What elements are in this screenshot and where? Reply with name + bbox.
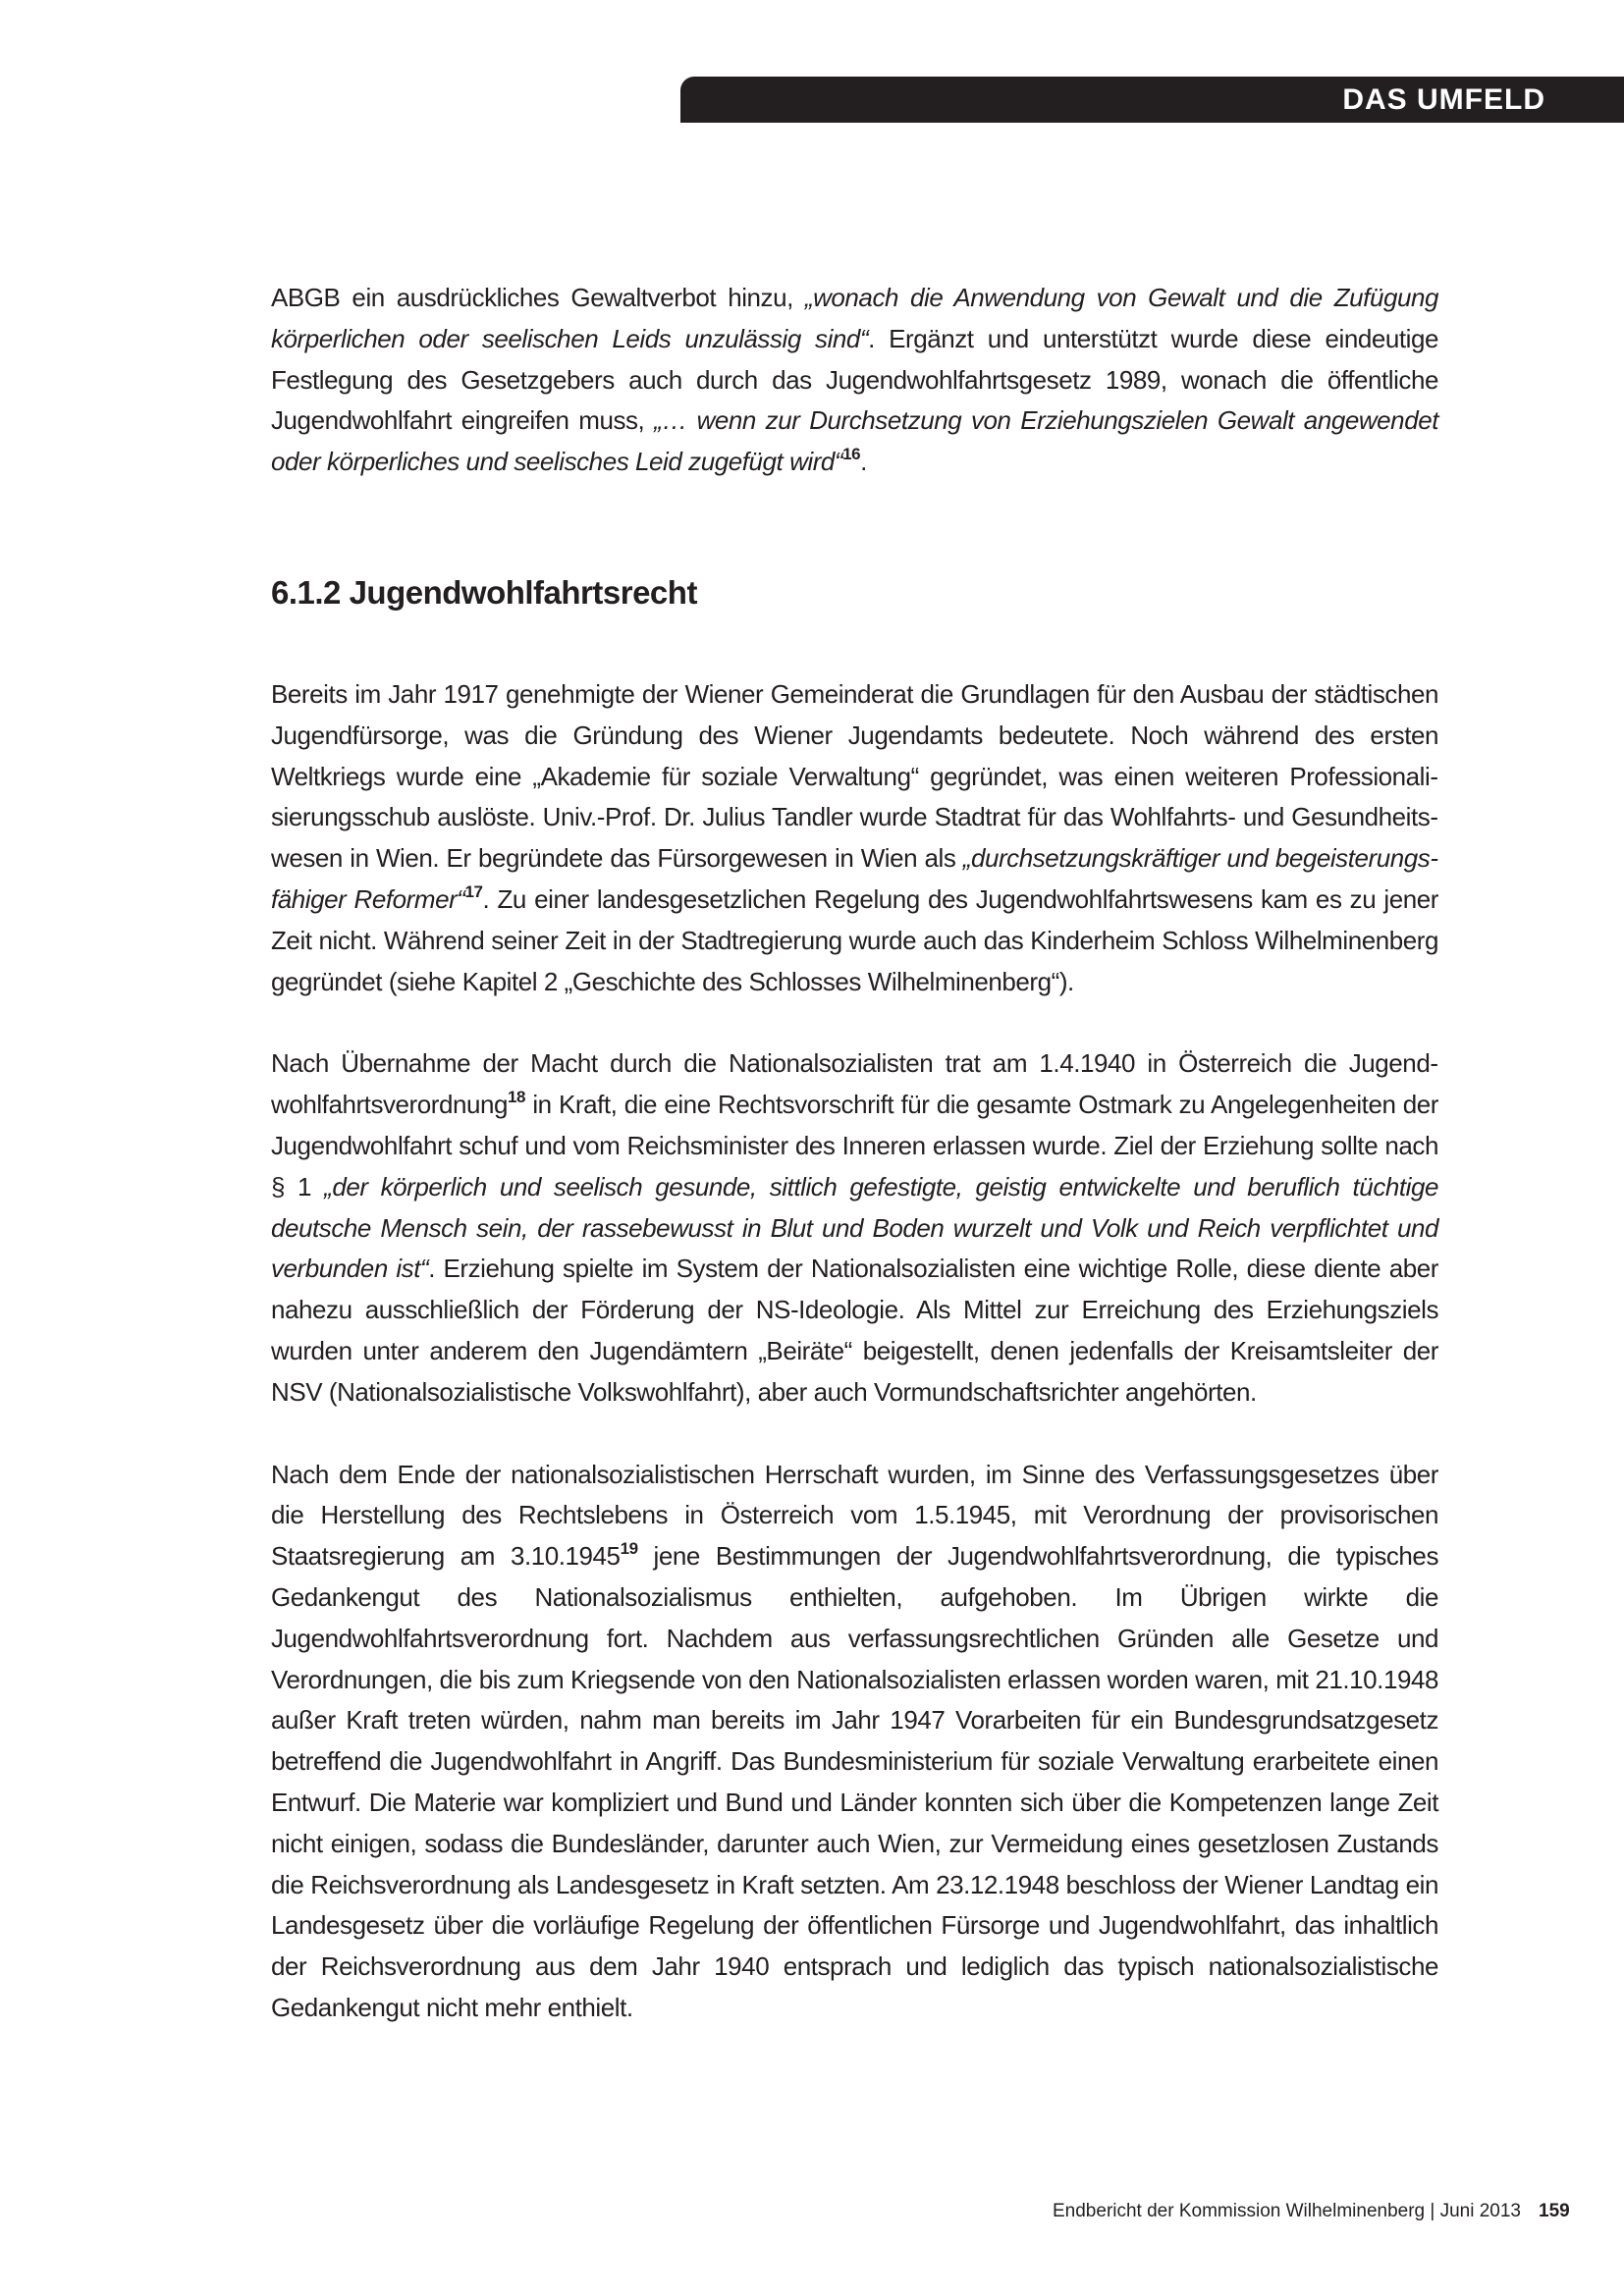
quote: „… wenn zur Durchsetzung von Erziehungszielen Gewalt angewendet oder körperliches und seelisches Leid zugefügt wird“ xyxy=(271,405,1438,477)
quote: „wonach die Anwendung von Gewalt und die Zufügung körperlichen oder seelischen Leids unzulässig sind“ xyxy=(271,283,1439,353)
publication-title: Endbericht der Kommission Wilhelminenberg | Juni 2013 xyxy=(1053,2201,1522,2221)
text-run: Bereits im Jahr 1917 genehmigte der Wiener Gemeinderat die Grundlagen für den Ausbau der städtischen Jugendfürsorge, was die Gründung des Wiener Jugendamts bedeutete. Noch während des ersten Weltkriegs wurde eine „Akademie für soziale Verwaltung“ gegründet, was einen weiteren Professionalisierungsschub auslöste. Univ.-Prof. Dr. Julius Tandler wurde Stadtrat für das Wohlfahrts- und Gesundheitswesen in Wien. Er begründete das Fürsorgewesen in Wien als xyxy=(271,678,1438,874)
text-run: in Kraft, die eine Rechtsvorschrift für die gesamte Ostmark zu Angelegenheiten der Jugendwohlfahrt schuf und vom Reichsminister des Inneren erlassen wurde. Ziel der Erziehung sollte nach § 1 xyxy=(271,1090,1438,1201)
chapter-title: DAS UMFELD xyxy=(1342,83,1545,116)
quote: „durchsetzungskräftiger und begeisterungsfähiger Reformer“ xyxy=(271,843,1438,914)
section-heading: 6.1.2 Jugendwohlfahrtsrecht xyxy=(271,573,697,611)
paragraph xyxy=(271,1455,1438,2029)
page-footer xyxy=(1053,2201,1570,2222)
paragraph xyxy=(271,278,1438,483)
paragraph xyxy=(271,1043,1438,1413)
quote: „der körperlich und seelisch gesunde, sittlich gefestigte, geistig entwickelte und beruflich tüchtige deutsche Mensch sein, der rassebewusst in Blut und Boden wurzelt und Volk und Reich verpflichtet und verbunden ist“ xyxy=(271,1171,1438,1284)
chapter-header-bar xyxy=(680,77,1624,123)
text-run: . Zu einer landesgesetzlichen Regelung des Jugendwohlfahrtswesens kam es zu jener Zeit nicht. Während seiner Zeit in der Stadtregierung wurde auch das Kinderheim Schloss Wilhelminenberg gegründet (siehe Kapitel 2 „Geschichte des Schlosses Wilhelminenberg“). xyxy=(271,883,1438,996)
footnote-ref[interactable]: 18 xyxy=(508,1088,526,1107)
footnote-ref[interactable]: 17 xyxy=(464,881,483,901)
text-run: ABGB ein ausdrückliches Gewaltverbot hinzu, xyxy=(271,283,805,312)
text-run: . Erziehung spielte im System der Nationalsozialisten eine wichtige Rolle, diese diente aber nahezu ausschließlich der Förderung der NS-Ideologie. Als Mittel zur Erreichung des Erziehungsziels wurden unter anderem den Jugendämtern „Beiräte“ beigestellt, denen jedenfalls der Kreisamtsleiter der NSV (Nationalsozialistische Volkswohlfahrt), aber auch Vormundschaftsrichter angehörten. xyxy=(271,1254,1438,1407)
page-number: 159 xyxy=(1539,2201,1570,2221)
footnote-ref[interactable]: 16 xyxy=(842,445,861,464)
text-run: . xyxy=(860,447,867,477)
paragraph xyxy=(271,674,1438,1002)
text-run: . Ergänzt und unterstützt wurde diese eindeutige Festlegung des Gesetzgebers auch durch das Jugendwohlfahrtsgesetz 1989, wonach die öffentliche Jugendwohlfahrt eingreifen muss, xyxy=(271,323,1438,436)
text-run: Nach Übernahme der Macht durch die Nationalsozialisten trat am 1.4.1940 in Österreich die Jugendwohlfahrtsverordnung xyxy=(271,1048,1438,1120)
text-run: jene Bestimmungen der Jugendwohlfahrtsverordnung, die typisches Gedankengut des Nationalsozialismus enthielten, aufgehoben. Im Übrigen wirkte die Jugendwohlfahrtsverordnung fort. Nachdem aus verfassungsrechtlichen Gründen alle Gesetze und Verordnungen, die bis zum Kriegsende von den Nationalsozialisten erlassen worden waren, mit 21.10.1948 außer Kraft treten würden, nahm man bereits im Jahr 1947 Vorarbeiten für ein Bundesgrundsatzgesetz betreffend die Jugendwohlfahrt in Angriff. Das Bundesministerium für soziale Verwaltung erarbeitete einen Entwurf. Die Materie war kompliziert und Bund und Länder konnten sich über die Kompetenzen lange Zeit nicht einigen, sodass die Bundesländer, darunter auch Wien, zur Vermeidung eines gesetzlosen Zustands die Reichsverordnung als Landesgesetz in Kraft setzten. Am 23.12.1948 beschloss der Wiener Landtag ein Landesgesetz über die vorläufige Regelung der öffentlichen Fürsorge und Jugendwohlfahrt, das inhaltlich der Reichsverordnung aus dem Jahr 1940 entsprach und lediglich das typisch nationalsozialistische Gedankengut nicht mehr enthielt. xyxy=(271,1541,1438,2022)
page-content xyxy=(271,278,1438,2029)
text-run: Nach dem Ende der nationalsozialistischen Herrschaft wurden, im Sinne des Verfassungsgesetzes über die Herstellung des Rechtslebens in Österreich vom 1.5.1945, mit Verordnung der provisorischen Staatsregierung am 3.10.1945 xyxy=(271,1459,1438,1572)
footnote-ref[interactable]: 19 xyxy=(620,1539,638,1559)
